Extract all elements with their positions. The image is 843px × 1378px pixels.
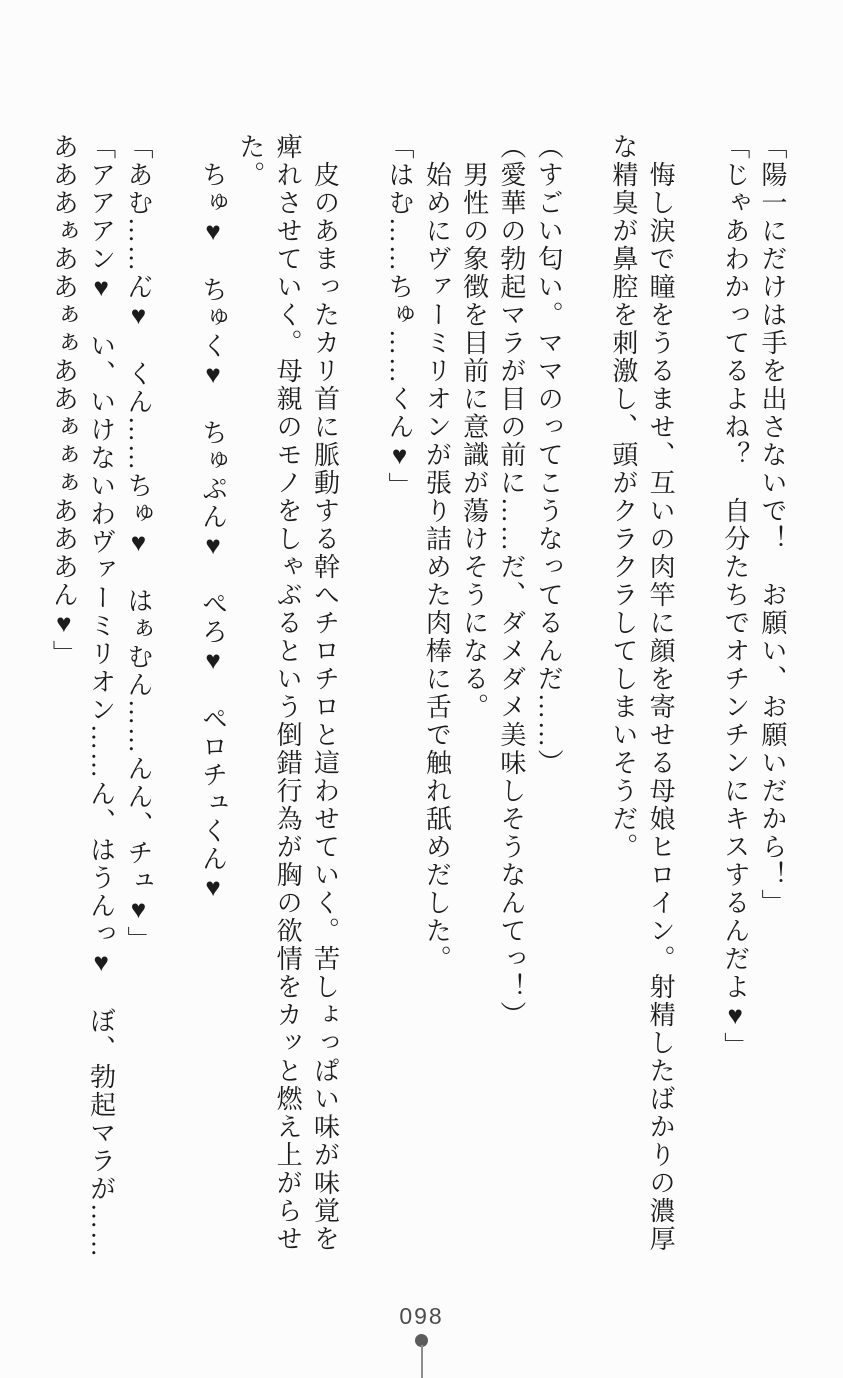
text-line — [343, 133, 380, 1268]
text-line: 男性の象徴を目前に意識が蕩けそうになる。 — [459, 133, 489, 721]
text-line: 「アアアン♥ い、いけないわヴァーミリオン……ん、はうんっ♥ ぼ、勃起マラが…… — [86, 133, 116, 1259]
text-line — [157, 133, 194, 1268]
text-line: 悔し涙で瞳をうるませ、互いの肉竿に顔を寄せる母娘ヒロイン。射精したばかりの濃厚 — [646, 133, 676, 1253]
text-line: 皮のあまったカリ首に脈動する幹へチロチロと這わせていく。苦しょっぱい味が味覚を — [310, 133, 340, 1253]
text-line: 痺れさせていく。母親のモノをしゃぶるという倒錯行為が胸の欲情をカッと燃え上がらせ — [273, 133, 303, 1253]
text-line: ちゅ♥ ちゅく♥ ちゅぷん♥ ぺろ♥ ペロチュくん♥ — [198, 133, 228, 904]
page-marker-stem-line — [421, 1345, 423, 1378]
text-line: 「じゃあわかってるよね？ 自分たちでオチンチンにキスするんだよ♥」 — [720, 133, 750, 1060]
text-line — [567, 133, 604, 1268]
text-line: （すごい匂い。ママのってこうなってるんだ……） — [534, 133, 564, 777]
text-line: 「はむ……ちゅ……くん♥」 — [385, 133, 415, 500]
text-line: な精臭が鼻腔を刺激し、頭がクラクラしてしまいそうだ。 — [608, 133, 638, 861]
text-line: あああぁああぁぁああぁぁぁあああん♥」 — [49, 133, 79, 668]
text-line: 「あむ……ん゙♥ くん……ちゅ♥ はぁむん……んん、チュ♥」 — [123, 133, 153, 954]
page-number: 098 — [399, 1303, 444, 1329]
vertical-text-block — [45, 133, 791, 1268]
text-line: （愛華の勃起マラが目の前に……だ、ダメダメ美味しそうなんてっ！） — [496, 133, 526, 1029]
text-line: た。 — [235, 133, 265, 189]
text-line: 「陽一にだけは手を出さないで！ お願い、お願いだから！」 — [758, 133, 787, 917]
text-line — [679, 133, 716, 1268]
text-line: 始めにヴァーミリオンが張り詰めた肉棒に舌で触れ舐めだした。 — [422, 133, 452, 973]
